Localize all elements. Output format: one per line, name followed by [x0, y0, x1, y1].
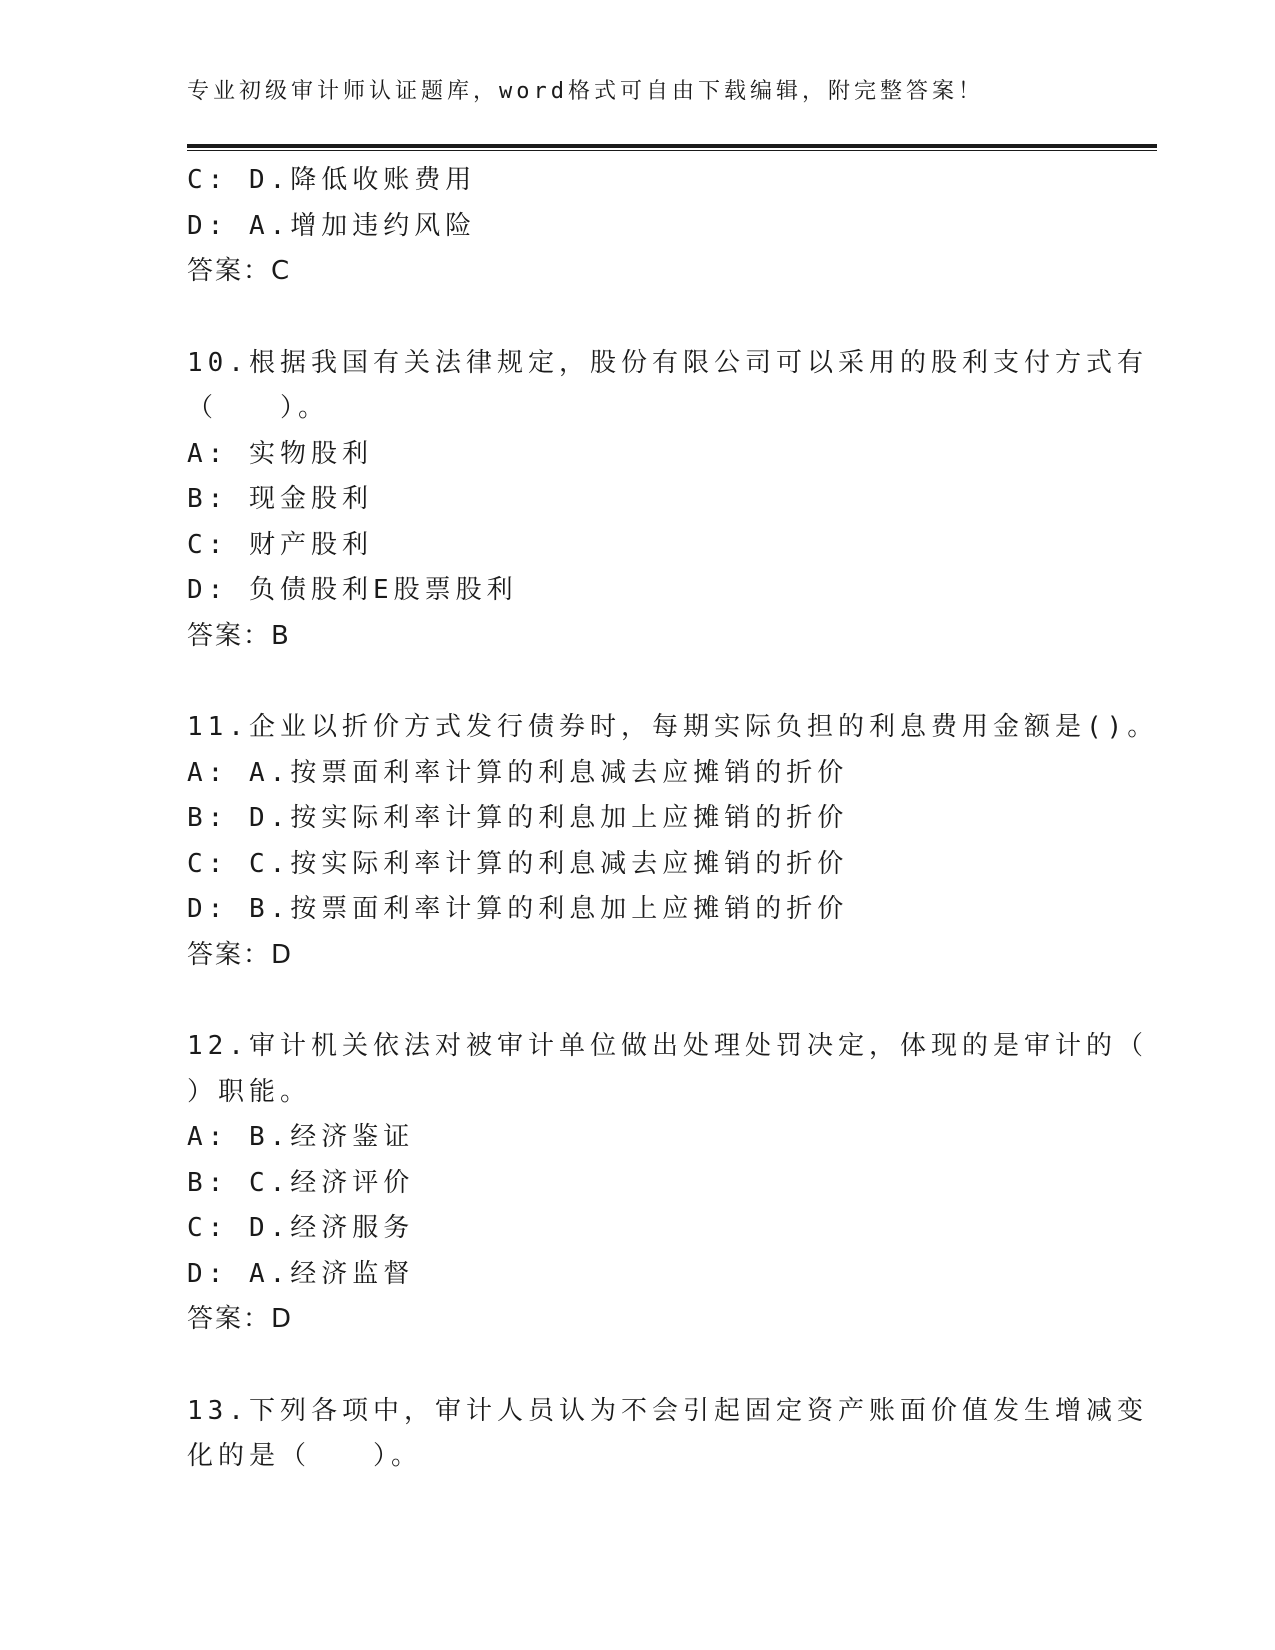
option-b: B: 现金股利: [187, 484, 373, 514]
spacer: [187, 295, 1157, 341]
question-10: [187, 341, 1157, 660]
option-c: C: D.经济服务: [187, 1213, 415, 1243]
option-c: C: D.降低收账费用: [187, 165, 477, 195]
prev-question: [187, 158, 1157, 295]
page-header: 专业初级审计师认证题库，word格式可自由下载编辑，附完整答案！: [187, 79, 984, 104]
header-rule-thick: [187, 144, 1157, 148]
option-a: A: A.按票面利率计算的利息减去应摊销的折价: [187, 757, 849, 788]
answer: 答案：D: [187, 1304, 294, 1334]
option-d: D: 负债股利E股票股利: [187, 575, 518, 605]
option-c: C: 财产股利: [187, 529, 373, 560]
answer: 答案：B: [187, 620, 291, 651]
question-stem: （ ）。: [187, 393, 330, 423]
spacer: [187, 978, 1157, 1024]
option-b: B: D.按实际利率计算的利息加上应摊销的折价: [187, 803, 849, 833]
question-stem: 11.企业以折价方式发行债券时，每期实际负担的利息费用金额是()。: [187, 712, 1159, 742]
question-12: [187, 1024, 1157, 1343]
spacer: [187, 1343, 1157, 1389]
option-d: D: A.增加违约风险: [187, 210, 477, 241]
header-rule: [187, 144, 1157, 151]
question-11: [187, 705, 1157, 978]
answer: 答案：C: [187, 256, 292, 286]
question-stem: 13.下列各项中，审计人员认为不会引起固定资产账面价值发生增减变: [187, 1395, 1148, 1426]
question-stem: 化的是（ ）。: [187, 1441, 423, 1471]
question-stem: 12.审计机关依法对被审计单位做出处理处罚决定，体现的是审计的（: [187, 1031, 1148, 1061]
option-a: A: 实物股利: [187, 438, 373, 469]
header-rule-thin: [187, 150, 1157, 151]
option-d: D: A.经济监督: [187, 1258, 415, 1289]
option-d: D: B.按票面利率计算的利息加上应摊销的折价: [187, 894, 849, 924]
question-stem: 10.根据我国有关法律规定，股份有限公司可以采用的股利支付方式有: [187, 347, 1148, 378]
spacer: [187, 659, 1157, 705]
option-b: B: C.经济评价: [187, 1167, 415, 1198]
document-body: [187, 158, 1157, 1480]
question-13: [187, 1389, 1157, 1480]
option-a: A: B.经济鉴证: [187, 1122, 415, 1152]
question-stem: ）职能。: [187, 1076, 312, 1107]
option-c: C: C.按实际利率计算的利息减去应摊销的折价: [187, 848, 849, 879]
answer: 答案：D: [187, 939, 294, 970]
